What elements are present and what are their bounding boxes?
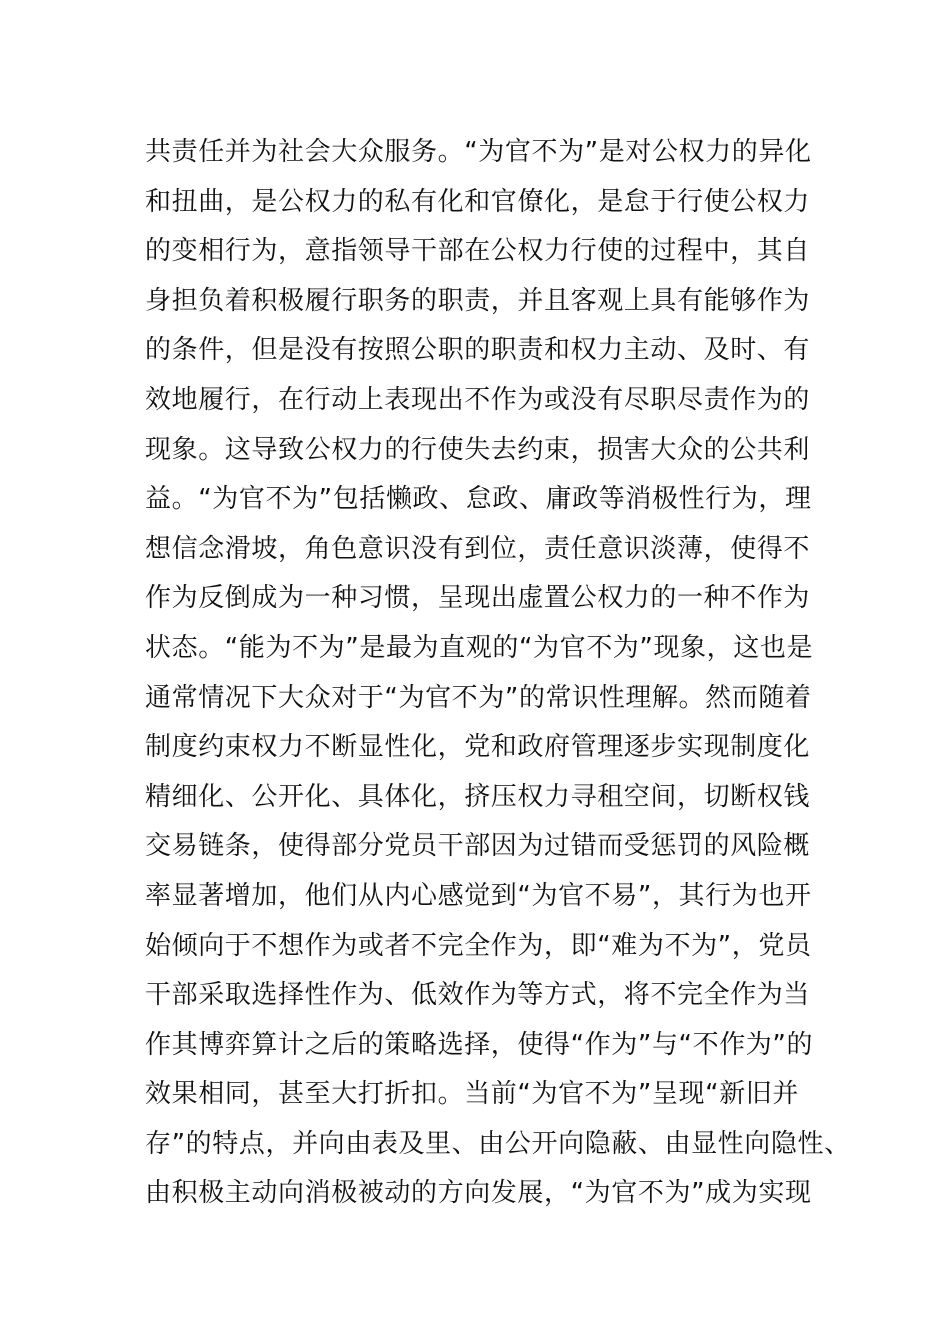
text-line: 作为反倒成为一种习惯，呈现出虚置公权力的一种不作为	[145, 583, 811, 614]
text-line: 存”的特点，并向由表及里、由公开向隐蔽、由显性向隐性、	[145, 1128, 851, 1159]
text-line: 效果相同，甚至大打折扣。当前“为官不为”呈现“新旧并	[145, 1079, 800, 1110]
text-line: 现象。这导致公权力的行使失去约束，损害大众的公共利	[145, 434, 811, 465]
text-line: 作其博弈算计之后的策略选择，使得“作为”与“不作为”的	[145, 1029, 814, 1060]
text-line: 状态。“能为不为”是最为直观的“为官不为”现象，这也是	[145, 632, 814, 663]
text-line: 始倾向于不想作为或者不完全作为，即“难为不为”，党员	[145, 930, 812, 961]
text-line: 效地履行，在行动上表现出不作为或没有尽职尽责作为的	[145, 384, 811, 415]
text-line: 交易链条，使得部分党员干部因为过错而受惩罚的风险概	[145, 831, 811, 862]
text-line: 通常情况下大众对于“为官不为”的常识性理解。然而随着	[145, 682, 812, 713]
text-line: 想信念滑坡，角色意识没有到位，责任意识淡薄，使得不	[145, 533, 811, 564]
text-line: 的变相行为，意指领导干部在公权力行使的过程中，其自	[145, 236, 811, 267]
text-line: 身担负着积极履行职务的职责，并且客观上具有能够作为	[145, 285, 811, 316]
text-line: 制度约束权力不断显性化，党和政府管理逐步实现制度化	[145, 732, 811, 763]
text-line: 率显著增加，他们从内心感觉到“为官不易”，其行为也开	[145, 880, 812, 911]
text-line: 精细化、公开化、具体化，挤压权力寻租空间，切断权钱	[145, 781, 811, 812]
text-line: 益。“为官不为”包括懒政、怠政、庸政等消极性行为，理	[145, 484, 812, 515]
text-line: 由积极主动向消极被动的方向发展，“为官不为”成为实现	[145, 1178, 812, 1209]
text-line: 共责任并为社会大众服务。“为官不为”是对公权力的异化	[145, 137, 812, 167]
text-line: 的条件，但是没有按照公职的职责和权力主动、及时、有	[145, 335, 811, 366]
text-line: 和扭曲，是公权力的私有化和官僚化，是怠于行使公权力	[145, 186, 811, 217]
body-paragraph	[145, 128, 851, 1219]
text-line: 干部采取选择性作为、低效作为等方式，将不完全作为当	[145, 980, 811, 1011]
